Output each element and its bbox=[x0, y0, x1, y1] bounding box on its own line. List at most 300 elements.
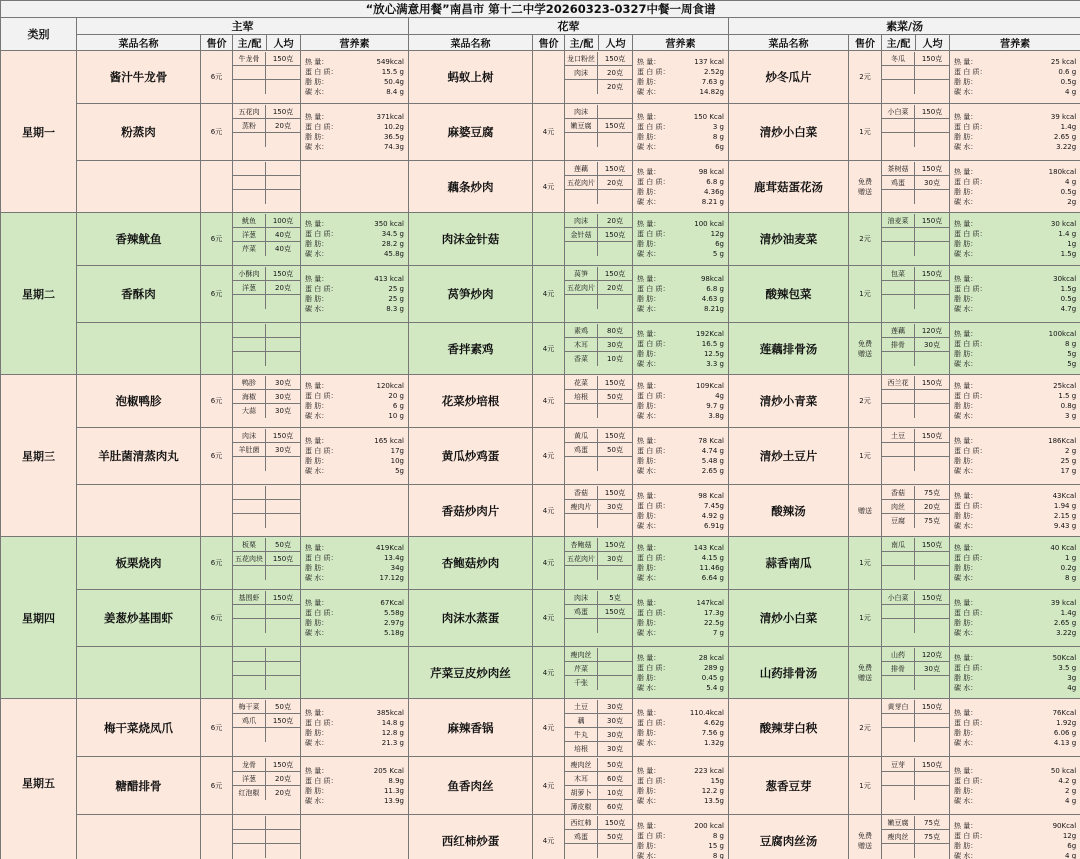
nutrition-label: 热 量： bbox=[637, 275, 661, 283]
ingredient-name bbox=[882, 786, 915, 800]
nutrition-value: 6.8 g bbox=[706, 285, 724, 293]
nutrition-value: 110.4kcal bbox=[689, 708, 724, 717]
nutrition-label: 碳 水： bbox=[637, 796, 661, 805]
ingredient-list bbox=[565, 428, 633, 485]
nutrition-label: 蛋 白 质： bbox=[637, 501, 670, 510]
ingredient-row bbox=[233, 242, 300, 256]
ingredient-amount: 20克 bbox=[275, 122, 291, 130]
ingredient-row bbox=[565, 605, 632, 619]
nutrition-value: 1.92g bbox=[1056, 718, 1077, 727]
nutrition-line bbox=[305, 786, 404, 796]
ingredient-row bbox=[882, 105, 949, 119]
ingredient-amount bbox=[266, 648, 300, 661]
ingredient-row bbox=[882, 295, 949, 309]
ingredient-name: 莲藕 bbox=[882, 324, 915, 337]
ingredient-amount bbox=[266, 844, 300, 858]
nutrition-label: 脂 肪： bbox=[954, 673, 978, 682]
dish-name: 酸辣芽白秧 bbox=[729, 699, 849, 757]
ingredient-name bbox=[233, 676, 266, 690]
nutrition-label: 脂 肪： bbox=[954, 619, 978, 627]
nutrition-label: 热 量： bbox=[305, 544, 329, 552]
nutrition-label: 碳 水： bbox=[954, 683, 978, 692]
nutrition-label: 热 量： bbox=[637, 821, 661, 830]
ingredient-row bbox=[233, 676, 300, 690]
nutrition-value: 1.5g bbox=[1060, 250, 1077, 258]
ingredient-name: 洋葱 bbox=[233, 281, 266, 294]
nutrition-value: 4.2 g bbox=[1058, 776, 1077, 785]
nutrition-value: 4.62g bbox=[703, 718, 724, 727]
nutrition-label: 碳 水： bbox=[637, 412, 661, 420]
ingredient-name bbox=[233, 162, 266, 175]
nutrition-line bbox=[954, 663, 1076, 673]
nutrition-line bbox=[954, 821, 1076, 831]
nutrition-value: 7.45g bbox=[703, 501, 724, 510]
nutrition-line bbox=[954, 608, 1076, 618]
nutrition-label: 热 量： bbox=[637, 329, 661, 338]
nutrition-line bbox=[305, 411, 404, 421]
ingredient-row bbox=[233, 295, 300, 309]
ingredient-name bbox=[565, 404, 598, 418]
ingredient-list bbox=[233, 428, 301, 485]
nutrition-label: 蛋 白 质： bbox=[954, 123, 987, 131]
ingredient-name bbox=[233, 80, 266, 94]
nutrition-line bbox=[305, 598, 404, 608]
nutrition-label: 热 量： bbox=[954, 708, 978, 717]
nutrition-value: 12.5g bbox=[703, 349, 724, 358]
nutrition-label: 蛋 白 质： bbox=[637, 831, 670, 840]
nutrition-value: 200 kcal bbox=[694, 821, 724, 830]
ingredient-name bbox=[882, 676, 915, 690]
ingredient-name: 鱿鱼 bbox=[233, 214, 266, 227]
dish-price bbox=[201, 485, 233, 537]
ingredient-amount bbox=[266, 500, 300, 513]
nutrition-line bbox=[637, 87, 724, 97]
ingredient-row bbox=[233, 605, 300, 619]
ingredient-name bbox=[882, 714, 915, 727]
ingredient-name: 西兰花 bbox=[882, 376, 915, 389]
ingredient-row bbox=[565, 52, 632, 66]
ingredient-row bbox=[565, 105, 632, 119]
nutrition-value: 28.2 g bbox=[381, 240, 404, 248]
ingredient-amount: 30克 bbox=[607, 341, 623, 349]
ingredient-name: 蒸粉 bbox=[233, 119, 266, 132]
ingredient-row bbox=[882, 662, 949, 676]
ingredient-row bbox=[565, 742, 632, 756]
ingredient-row bbox=[882, 443, 949, 457]
ingredient-list bbox=[565, 323, 633, 375]
nutrition-label: 热 量： bbox=[954, 599, 978, 607]
nutrition-label: 脂 肪： bbox=[954, 511, 978, 520]
ingredient-list bbox=[233, 266, 301, 323]
nutrition-line bbox=[637, 653, 724, 663]
ingredient-name: 瘦肉丝 bbox=[565, 648, 598, 661]
nutrition-line bbox=[305, 796, 404, 806]
nutrition-line bbox=[637, 776, 724, 786]
nutrition-label: 碳 水： bbox=[637, 738, 661, 747]
ingredient-amount: 120克 bbox=[921, 651, 943, 659]
nutrition-label: 蛋 白 质： bbox=[305, 718, 338, 727]
nutrition-line bbox=[637, 142, 724, 152]
nutrition-label: 蛋 白 质： bbox=[637, 609, 670, 617]
ingredient-list bbox=[882, 375, 950, 428]
nutrition-value: 350 kcal bbox=[374, 220, 404, 228]
ingredient-amount bbox=[266, 66, 300, 79]
nutrition-label: 碳 水： bbox=[637, 250, 661, 258]
nutrition-label: 碳 水： bbox=[637, 197, 661, 206]
day-label: 星期三 bbox=[1, 375, 77, 537]
ingredient-row bbox=[565, 538, 632, 552]
nutrition-label: 碳 水： bbox=[305, 412, 329, 420]
ingredient-name: 肉丝 bbox=[882, 500, 915, 513]
ingredient-name: 千张 bbox=[565, 676, 598, 690]
dish-price: 1元 bbox=[849, 428, 882, 485]
nutrition-line bbox=[305, 618, 404, 628]
nutrition-value: 8 g bbox=[712, 831, 724, 840]
nutrition-value: 2 g bbox=[1065, 786, 1077, 795]
ingredient-name bbox=[233, 66, 266, 79]
section-header-veg: 素菜/汤 bbox=[729, 18, 1080, 35]
ingredient-name: 木耳 bbox=[565, 338, 598, 351]
nutrition-line bbox=[954, 57, 1076, 67]
dish-price: 6元 bbox=[201, 699, 233, 757]
ingredient-row bbox=[233, 728, 300, 742]
nutrition-line bbox=[954, 491, 1076, 501]
nutrition-line bbox=[305, 381, 404, 391]
nutrition-line bbox=[637, 628, 724, 638]
nutrition-line bbox=[305, 466, 404, 476]
ingredient-amount: 50克 bbox=[607, 833, 623, 841]
nutrition-line bbox=[954, 728, 1076, 738]
ingredient-amount: 10克 bbox=[607, 789, 623, 797]
ingredient-name: 薄皮椒 bbox=[565, 800, 598, 814]
ingredient-name: 大蒜 bbox=[233, 404, 266, 418]
nutrition-label: 蛋 白 质： bbox=[637, 123, 670, 131]
nutrition-label: 碳 水： bbox=[305, 796, 329, 805]
ingredient-name: 黄瓜 bbox=[565, 429, 598, 442]
nutrition-value: 3.3 g bbox=[706, 359, 724, 368]
ingredient-amount: 150克 bbox=[272, 55, 294, 63]
ingredient-amount: 20克 bbox=[275, 284, 291, 292]
dish-price: 4元 bbox=[533, 815, 565, 859]
dish-name: 花菜炒培根 bbox=[409, 375, 533, 428]
ingredient-row bbox=[233, 376, 300, 390]
nutrition-line bbox=[637, 274, 724, 284]
ingredient-name bbox=[882, 352, 915, 366]
dish-price bbox=[201, 323, 233, 375]
nutrition-value: 12.2 g bbox=[701, 786, 724, 795]
nutrition-line bbox=[305, 57, 404, 67]
nutrition-label: 碳 水： bbox=[637, 851, 661, 859]
dish-price: 2元 bbox=[849, 51, 882, 104]
nutrition-value: 13.4g bbox=[383, 554, 404, 562]
menu-row bbox=[1, 323, 1080, 375]
ingredient-name bbox=[233, 338, 266, 351]
ingredient-amount bbox=[915, 242, 949, 256]
ingredient-row bbox=[233, 228, 300, 242]
dish-price: 4元 bbox=[533, 323, 565, 375]
nutrition-value: 186Kcal bbox=[1048, 437, 1077, 445]
ingredient-name: 梅干菜 bbox=[233, 700, 266, 713]
menu-row bbox=[1, 161, 1080, 213]
nutrition-line bbox=[954, 411, 1076, 421]
nutrition-line bbox=[305, 573, 404, 583]
menu-row bbox=[1, 647, 1080, 699]
nutrition-value: 7.56 g bbox=[701, 728, 724, 737]
dish-price: 免费 赠送 bbox=[849, 323, 882, 375]
nutrition-line bbox=[954, 553, 1076, 563]
col-header-veg-3: 人均 bbox=[916, 35, 950, 51]
ingredient-amount: 20克 bbox=[275, 789, 291, 797]
ingredient-row bbox=[233, 758, 300, 772]
ingredient-name bbox=[882, 295, 915, 309]
ingredient-amount bbox=[598, 404, 632, 418]
nutrition-line bbox=[305, 112, 404, 122]
nutrition-line bbox=[954, 841, 1076, 851]
ingredient-row bbox=[565, 619, 632, 633]
col-header-main-1: 售价 bbox=[201, 35, 233, 51]
dish-name: 莴笋炒肉 bbox=[409, 266, 533, 323]
nutrition-label: 脂 肪： bbox=[637, 619, 661, 627]
dish-price: 6元 bbox=[201, 590, 233, 647]
ingredient-name bbox=[882, 728, 915, 742]
nutrition-line bbox=[637, 67, 724, 77]
nutrition-info bbox=[301, 104, 409, 161]
nutrition-info bbox=[950, 266, 1080, 323]
ingredient-name bbox=[882, 443, 915, 456]
ingredient-row bbox=[565, 500, 632, 514]
ingredient-name: 鸡爪 bbox=[233, 714, 266, 727]
nutrition-line bbox=[637, 821, 724, 831]
nutrition-value: 6 g bbox=[392, 402, 404, 410]
ingredient-list bbox=[565, 815, 633, 859]
ingredient-name bbox=[882, 390, 915, 403]
ingredient-row bbox=[233, 714, 300, 728]
ingredient-row bbox=[233, 443, 300, 457]
ingredient-row bbox=[233, 176, 300, 190]
dish-name: 炒冬瓜片 bbox=[729, 51, 849, 104]
menu-row bbox=[1, 428, 1080, 485]
nutrition-label: 蛋 白 质： bbox=[305, 447, 338, 455]
nutrition-label: 脂 肪： bbox=[954, 349, 978, 358]
ingredient-row bbox=[565, 376, 632, 390]
nutrition-line bbox=[637, 456, 724, 466]
dish-name: 山药排骨汤 bbox=[729, 647, 849, 699]
nutrition-label: 碳 水： bbox=[637, 683, 661, 692]
ingredient-name: 鸡蛋 bbox=[565, 830, 598, 843]
nutrition-line bbox=[954, 304, 1076, 314]
ingredient-list bbox=[882, 815, 950, 859]
ingredient-name: 金针菇 bbox=[565, 228, 598, 241]
nutrition-label: 碳 水： bbox=[954, 88, 978, 96]
nutrition-info bbox=[633, 375, 729, 428]
nutrition-info bbox=[301, 647, 409, 699]
ingredient-list bbox=[565, 213, 633, 266]
nutrition-value: 8 g bbox=[1065, 574, 1077, 582]
nutrition-value: 4 g bbox=[1065, 177, 1077, 186]
ingredient-amount: 150克 bbox=[604, 819, 626, 827]
ingredient-row bbox=[233, 281, 300, 295]
nutrition-line bbox=[637, 411, 724, 421]
nutrition-value: 3 g bbox=[712, 123, 724, 131]
nutrition-value: 2.15 g bbox=[1053, 511, 1077, 520]
ingredient-amount: 30克 bbox=[607, 703, 623, 711]
dish-price: 6元 bbox=[201, 51, 233, 104]
nutrition-line bbox=[954, 401, 1076, 411]
ingredient-name: 胡萝卜 bbox=[565, 786, 598, 799]
dish-price: 6元 bbox=[201, 266, 233, 323]
ingredient-name: 花菜 bbox=[565, 376, 598, 389]
ingredient-name bbox=[882, 566, 915, 580]
nutrition-value: 0.5g bbox=[1060, 187, 1077, 196]
nutrition-value: 11.3g bbox=[383, 786, 404, 795]
ingredient-name bbox=[565, 514, 598, 528]
nutrition-info bbox=[301, 266, 409, 323]
nutrition-info bbox=[950, 699, 1080, 757]
nutrition-value: 2 g bbox=[1065, 447, 1077, 455]
nutrition-line bbox=[954, 786, 1076, 796]
nutrition-value: 17g bbox=[390, 447, 404, 455]
ingredient-row bbox=[565, 676, 632, 690]
ingredient-amount: 5克 bbox=[609, 594, 621, 602]
ingredient-amount: 20克 bbox=[607, 69, 623, 77]
ingredient-amount: 30克 bbox=[607, 555, 623, 563]
nutrition-line bbox=[305, 294, 404, 304]
nutrition-label: 碳 水： bbox=[954, 359, 978, 368]
ingredient-name: 香菜 bbox=[565, 352, 598, 366]
ingredient-amount: 150克 bbox=[604, 608, 626, 616]
nutrition-value: 205 Kcal bbox=[373, 766, 404, 775]
ingredient-amount bbox=[598, 190, 632, 204]
nutrition-line bbox=[305, 77, 404, 87]
dish-name: 酸辣包菜 bbox=[729, 266, 849, 323]
ingredient-amount: 150克 bbox=[272, 594, 294, 602]
dish-price bbox=[201, 815, 233, 859]
dish-name: 酱汁牛龙骨 bbox=[77, 51, 201, 104]
ingredient-row bbox=[233, 786, 300, 800]
ingredient-amount bbox=[915, 352, 949, 366]
ingredient-amount bbox=[598, 566, 632, 580]
ingredient-row bbox=[882, 190, 949, 204]
nutrition-label: 碳 水： bbox=[954, 467, 978, 475]
nutrition-value: 6g bbox=[1067, 841, 1077, 850]
nutrition-value: 17.12g bbox=[379, 574, 404, 582]
ingredient-amount: 30克 bbox=[275, 393, 291, 401]
nutrition-label: 脂 肪： bbox=[637, 187, 661, 196]
nutrition-value: 3.8g bbox=[708, 412, 724, 420]
ingredient-amount bbox=[598, 648, 632, 661]
ingredient-name bbox=[882, 844, 915, 858]
col-header-flower-2: 主/配 bbox=[565, 35, 599, 51]
nutrition-label: 热 量： bbox=[637, 382, 661, 390]
nutrition-label: 脂 肪： bbox=[305, 564, 329, 572]
ingredient-name: 杏鲍菇 bbox=[565, 538, 598, 551]
ingredient-amount bbox=[266, 816, 300, 829]
ingredient-amount: 150克 bbox=[921, 379, 943, 387]
nutrition-value: 98kcal bbox=[700, 275, 724, 283]
ingredient-name: 鸭胗 bbox=[233, 376, 266, 389]
nutrition-value: 6.91g bbox=[703, 521, 724, 530]
ingredient-name: 藕 bbox=[565, 714, 598, 727]
ingredient-amount bbox=[266, 162, 300, 175]
ingredient-amount bbox=[915, 552, 949, 565]
ingredient-row bbox=[882, 486, 949, 500]
col-header-flower-4: 营养素 bbox=[633, 35, 729, 51]
nutrition-value: 4.13 g bbox=[1053, 738, 1077, 747]
ingredient-amount: 30克 bbox=[924, 341, 940, 349]
nutrition-value: 13.5g bbox=[703, 796, 724, 805]
ingredient-list bbox=[565, 104, 633, 161]
nutrition-line bbox=[954, 628, 1076, 638]
nutrition-info bbox=[950, 51, 1080, 104]
ingredient-name bbox=[565, 133, 598, 147]
ingredient-amount: 75克 bbox=[924, 489, 940, 497]
nutrition-value: 50.4g bbox=[383, 78, 404, 86]
nutrition-info bbox=[301, 485, 409, 537]
nutrition-label: 蛋 白 质： bbox=[305, 68, 338, 76]
nutrition-line bbox=[305, 446, 404, 456]
ingredient-name bbox=[233, 190, 266, 204]
ingredient-row bbox=[882, 566, 949, 580]
ingredient-row bbox=[882, 404, 949, 418]
ingredient-name bbox=[565, 566, 598, 580]
dish-name: 香菇炒肉片 bbox=[409, 485, 533, 537]
nutrition-label: 蛋 白 质： bbox=[954, 663, 987, 672]
ingredient-name: 鸡蛋 bbox=[565, 605, 598, 618]
nutrition-line bbox=[637, 77, 724, 87]
nutrition-line bbox=[637, 831, 724, 841]
ingredient-name: 茶树菇 bbox=[882, 162, 915, 175]
nutrition-line bbox=[637, 167, 724, 177]
nutrition-line bbox=[305, 229, 404, 239]
col-header-main-3: 人均 bbox=[267, 35, 301, 51]
nutrition-value: 143 Kcal bbox=[693, 544, 724, 552]
nutrition-info bbox=[633, 590, 729, 647]
dish-price: 1元 bbox=[849, 590, 882, 647]
nutrition-label: 碳 水： bbox=[637, 629, 661, 637]
dish-price: 1元 bbox=[849, 537, 882, 590]
ingredient-row bbox=[882, 844, 949, 858]
ingredient-amount bbox=[915, 295, 949, 309]
nutrition-line bbox=[305, 563, 404, 573]
dish-name: 莲藕排骨汤 bbox=[729, 323, 849, 375]
nutrition-label: 蛋 白 质： bbox=[954, 609, 987, 617]
ingredient-list bbox=[233, 104, 301, 161]
nutrition-label: 蛋 白 质： bbox=[637, 447, 670, 455]
nutrition-value: 25 g bbox=[388, 285, 404, 293]
ingredient-row bbox=[233, 844, 300, 858]
nutrition-value: 10.2g bbox=[383, 123, 404, 131]
ingredient-row bbox=[233, 552, 300, 566]
nutrition-line bbox=[954, 391, 1076, 401]
nutrition-label: 热 量： bbox=[954, 113, 978, 121]
nutrition-value: 39 kcal bbox=[1050, 599, 1077, 607]
nutrition-info bbox=[633, 51, 729, 104]
ingredient-amount: 150克 bbox=[272, 761, 294, 769]
ingredient-name: 五花肉片 bbox=[565, 281, 598, 294]
nutrition-label: 碳 水： bbox=[637, 88, 661, 96]
nutrition-line bbox=[954, 177, 1076, 187]
nutrition-label: 脂 肪： bbox=[954, 78, 978, 86]
ingredient-row bbox=[233, 566, 300, 580]
ingredient-name: 土豆 bbox=[882, 429, 915, 442]
ingredient-row bbox=[565, 830, 632, 844]
nutrition-value: 4 g bbox=[1065, 88, 1077, 96]
ingredient-name bbox=[233, 500, 266, 513]
dish-price: 4元 bbox=[533, 537, 565, 590]
nutrition-line bbox=[954, 294, 1076, 304]
ingredient-name bbox=[233, 324, 266, 337]
nutrition-line bbox=[637, 718, 724, 728]
